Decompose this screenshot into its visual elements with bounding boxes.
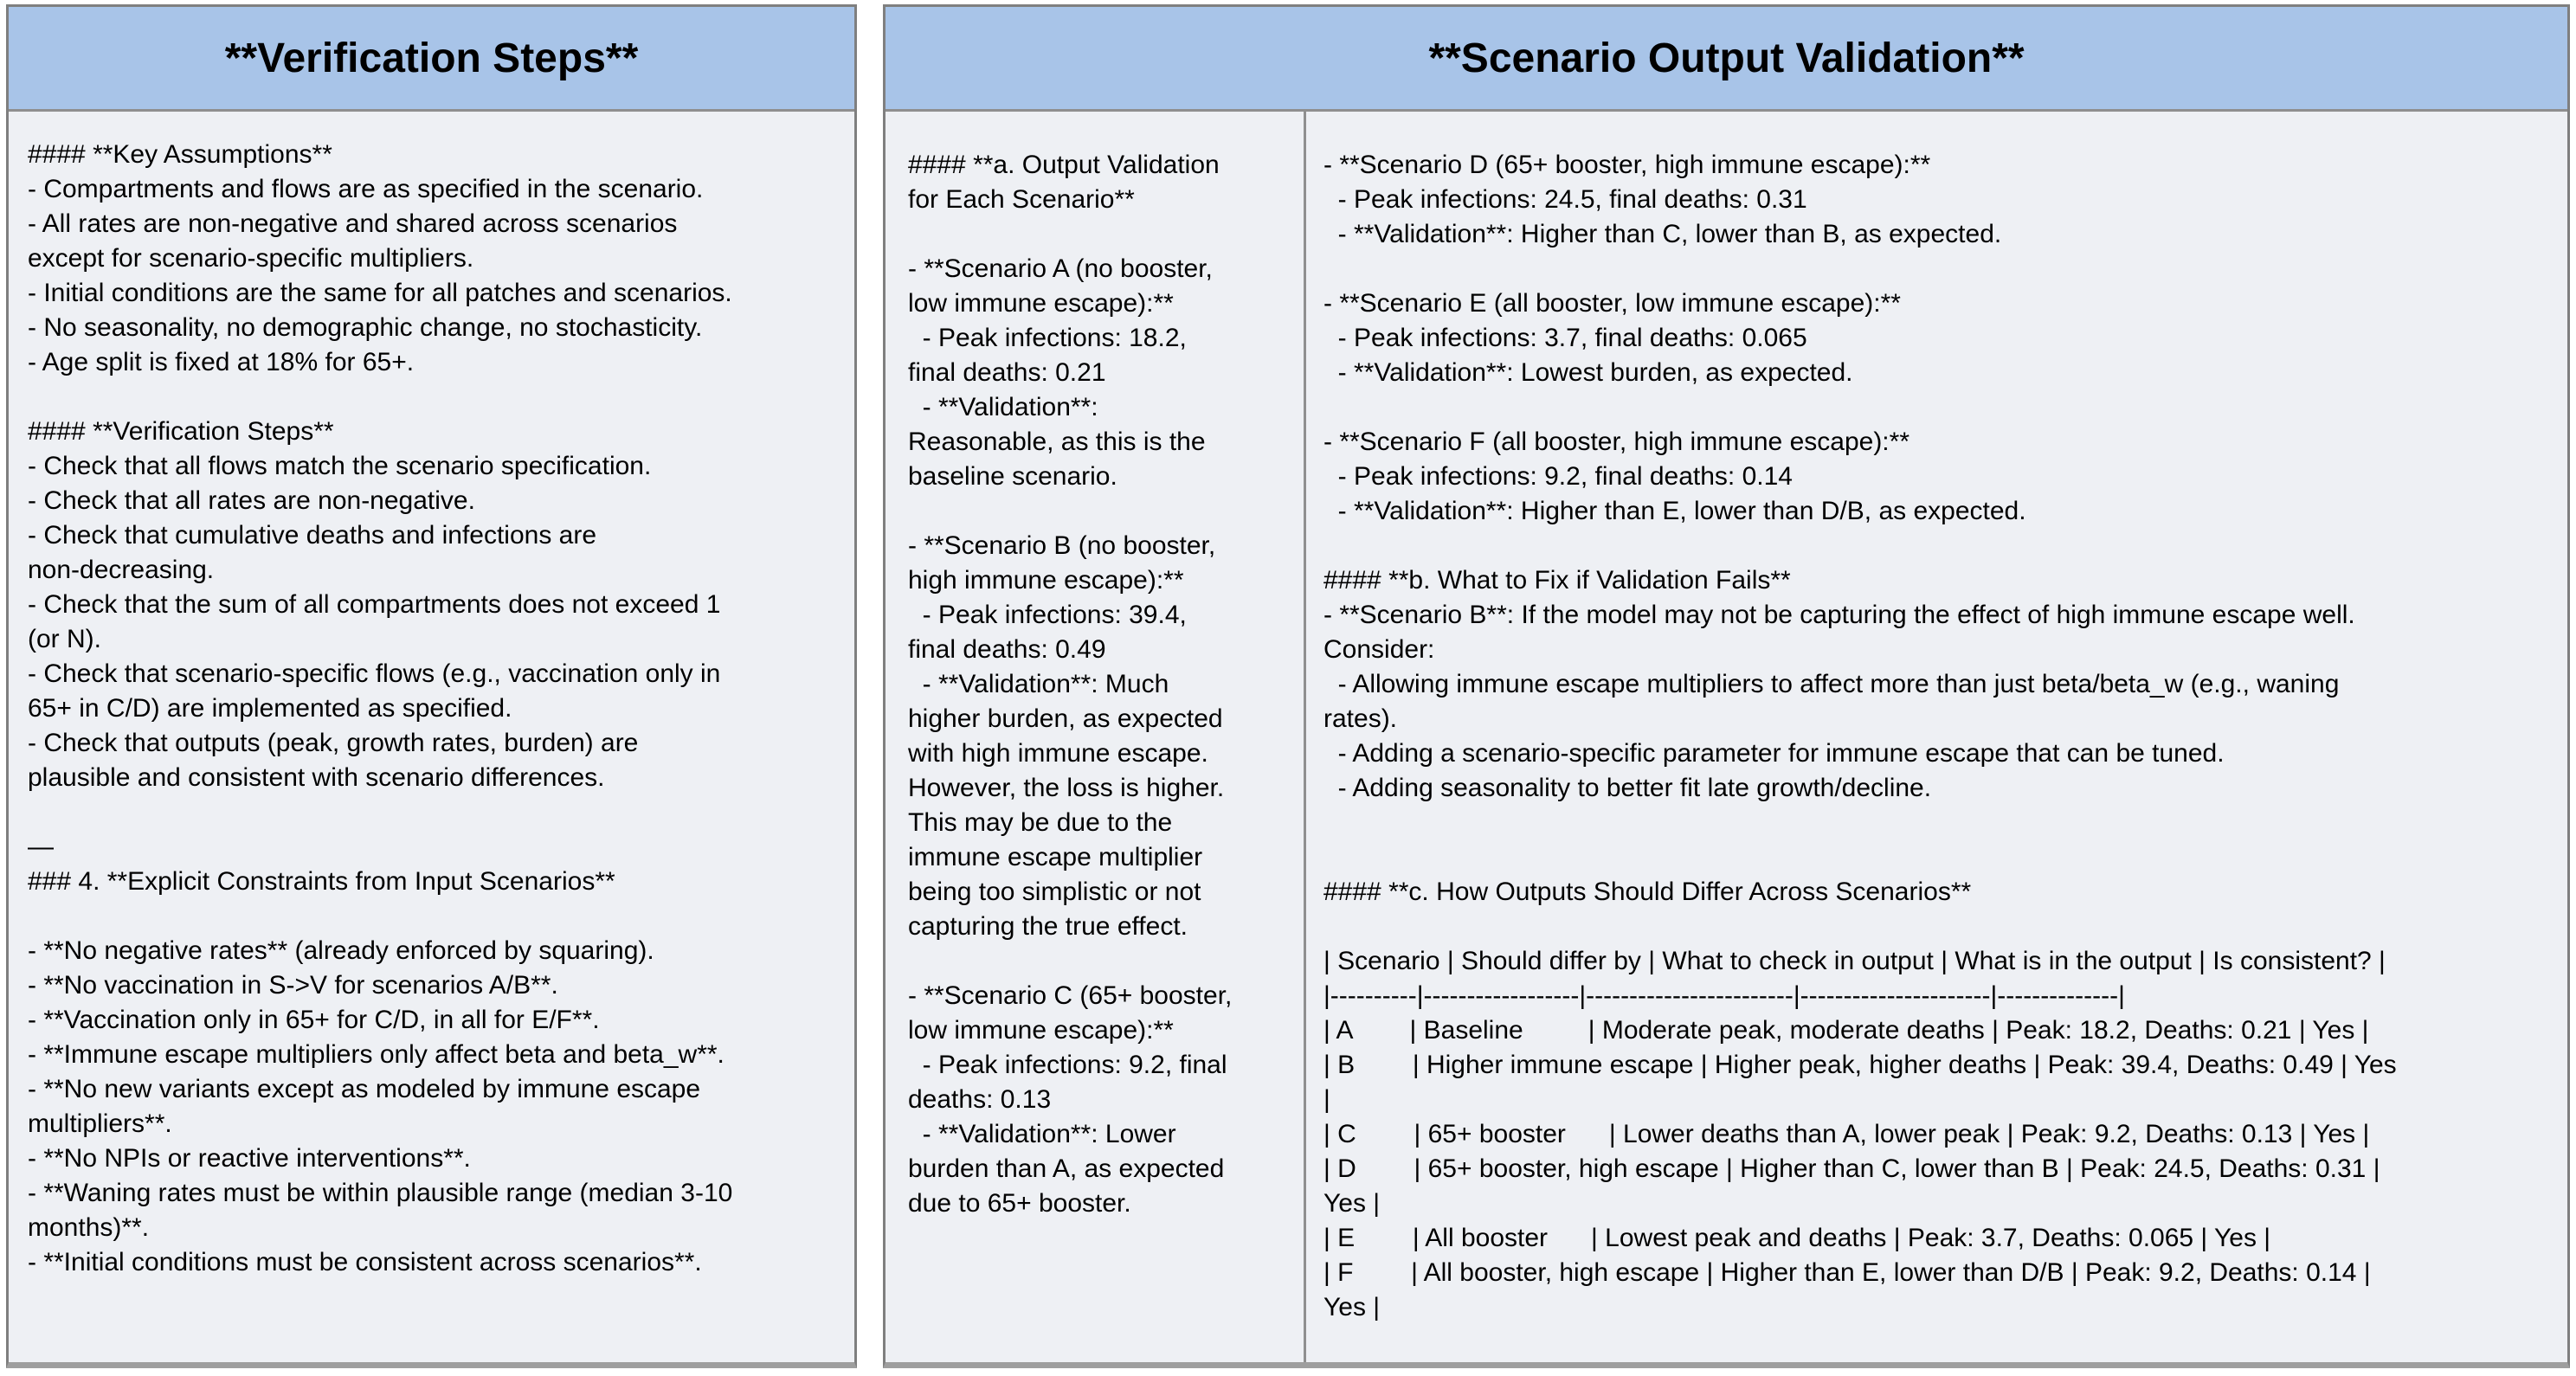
text-line: | E | All booster | Lowest peak and deaths | Peak: 3.7, Deaths: 0.065 | Yes | bbox=[1323, 1224, 2271, 1252]
text-line: | A | Baseline | Moderate peak, moderate deaths | Peak: 18.2, Deaths: 0.21 | Yes | bbox=[1323, 1016, 2369, 1045]
text-line: 65+ in C/D) are implemented as specified. bbox=[28, 694, 512, 723]
text-line: non-decreasing. bbox=[28, 556, 215, 584]
text-line: - Peak infections: 24.5, final deaths: 0.31 bbox=[1323, 185, 1807, 214]
output-validation-column bbox=[886, 112, 1306, 1362]
verification-steps-panel bbox=[6, 4, 857, 1368]
text-line: Yes | bbox=[1323, 1189, 1381, 1218]
text-line: #### **b. What to Fix if Validation Fails** bbox=[1323, 566, 1791, 595]
text-line: final deaths: 0.21 bbox=[908, 358, 1106, 387]
text-line: - Peak infections: 39.4, bbox=[908, 601, 1187, 629]
text-line: - **Immune escape multipliers only affect beta and beta_w**. bbox=[28, 1040, 724, 1069]
text-line: - **Validation**: Lowest burden, as expected. bbox=[1323, 358, 1853, 387]
text-line: capturing the true effect. bbox=[908, 912, 1188, 941]
text-line: Consider: bbox=[1323, 635, 1435, 664]
text-line: high immune escape):** bbox=[908, 566, 1184, 595]
text-line: This may be due to the bbox=[908, 808, 1173, 837]
text-line bbox=[1323, 840, 2559, 875]
text-line: for Each Scenario** bbox=[908, 185, 1135, 214]
text-line: - **No new variants except as modeled by immune escape bbox=[28, 1075, 701, 1103]
text-line: - Age split is fixed at 18% for 65+. bbox=[28, 348, 415, 376]
text-line: - No seasonality, no demographic change, no stochasticity. bbox=[28, 313, 703, 342]
text-line bbox=[28, 380, 840, 415]
text-line bbox=[1323, 529, 2559, 563]
text-line: - Peak infections: 9.2, final deaths: 0.14 bbox=[1323, 462, 1793, 491]
text-line: except for scenario-specific multipliers. bbox=[28, 244, 474, 273]
text-line: | B | Higher immune escape | Higher peak, higher deaths | Peak: 39.4, Deaths: 0.49 | Yes bbox=[1323, 1051, 2397, 1079]
text-line: - Allowing immune escape multipliers to affect more than just beta/beta_w (e.g., waning bbox=[1323, 670, 2340, 698]
text-line: being too simplistic or not bbox=[908, 878, 1201, 906]
text-line: - **Validation**: Much bbox=[908, 670, 1169, 698]
text-line: - Compartments and flows are as specified in the scenario. bbox=[28, 175, 704, 203]
text-line: #### **Key Assumptions** bbox=[28, 140, 332, 169]
text-line bbox=[1323, 390, 2559, 425]
text-line bbox=[1323, 806, 2559, 840]
text-line: - Adding a scenario-specific parameter for immune escape that can be tuned. bbox=[1323, 739, 2225, 768]
text-line bbox=[908, 494, 1293, 529]
text-line: |----------|------------------|------------------------|----------------------|--------------| bbox=[1323, 981, 2125, 1010]
text-line bbox=[908, 217, 1293, 252]
text-line: - Peak infections: 9.2, final bbox=[908, 1051, 1227, 1079]
text-line: with high immune escape. bbox=[908, 739, 1208, 768]
text-line: - Check that outputs (peak, growth rates, burden) are bbox=[28, 729, 639, 757]
text-line bbox=[28, 795, 840, 830]
text-line: | bbox=[1323, 1085, 1330, 1114]
text-line: - **Validation**: Higher than C, lower than B, as expected. bbox=[1323, 220, 2002, 248]
verification-steps-header bbox=[9, 7, 854, 112]
text-line: - **No NPIs or reactive interventions**. bbox=[28, 1144, 471, 1173]
text-line: — bbox=[28, 833, 54, 861]
text-line: - **Vaccination only in 65+ for C/D, in all for E/F**. bbox=[28, 1006, 600, 1034]
verification-steps-body bbox=[9, 112, 854, 1280]
text-line: immune escape multiplier bbox=[908, 843, 1203, 871]
text-line: - Check that cumulative deaths and infections are bbox=[28, 521, 597, 550]
text-line: - **Scenario B (no booster, bbox=[908, 531, 1216, 560]
scenario-output-validation-body bbox=[886, 112, 2567, 1362]
text-line: - **Validation**: Lower bbox=[908, 1120, 1176, 1148]
text-line: - **Scenario D (65+ booster, high immune escape):** bbox=[1323, 151, 1931, 179]
text-line: rates). bbox=[1323, 704, 1398, 733]
text-line bbox=[28, 899, 840, 934]
text-line: multipliers**. bbox=[28, 1109, 172, 1138]
text-line: - Check that the sum of all compartments does not exceed 1 bbox=[28, 590, 721, 619]
text-line: | D | 65+ booster, high escape | Higher than C, lower than B | Peak: 24.5, Deaths: 0.31 | bbox=[1323, 1154, 2380, 1183]
text-line: (or N). bbox=[28, 625, 101, 653]
validation-details-column bbox=[1306, 112, 2567, 1362]
text-line: low immune escape):** bbox=[908, 1016, 1174, 1045]
text-line: - **Initial conditions must be consistent across scenarios**. bbox=[28, 1248, 702, 1276]
text-line: - **No negative rates** (already enforced by squaring). bbox=[28, 936, 654, 965]
text-line: - All rates are non-negative and shared across scenarios bbox=[28, 209, 678, 238]
text-line: plausible and consistent with scenario differences. bbox=[28, 763, 605, 792]
scenario-output-validation-title: **Scenario Output Validation** bbox=[1428, 35, 2025, 81]
text-line: - **Validation**: Higher than E, lower than D/B, as expected. bbox=[1323, 497, 2026, 525]
text-line: Reasonable, as this is the bbox=[908, 428, 1206, 456]
text-line: #### **Verification Steps** bbox=[28, 417, 334, 446]
text-line: final deaths: 0.49 bbox=[908, 635, 1106, 664]
text-line: #### **a. Output Validation bbox=[908, 151, 1220, 179]
text-line: burden than A, as expected bbox=[908, 1154, 1225, 1183]
text-line: - Check that all rates are non-negative. bbox=[28, 486, 475, 515]
text-line: - **Scenario E (all booster, low immune escape):** bbox=[1323, 289, 1901, 318]
text-line: - **No vaccination in S->V for scenarios A/B**. bbox=[28, 971, 558, 1000]
text-line: - **Scenario C (65+ booster, bbox=[908, 981, 1233, 1010]
text-line: Yes | bbox=[1323, 1293, 1381, 1321]
text-line: - **Scenario A (no booster, bbox=[908, 254, 1213, 283]
text-line: higher burden, as expected bbox=[908, 704, 1223, 733]
text-line bbox=[1323, 252, 2559, 286]
text-line: deaths: 0.13 bbox=[908, 1085, 1052, 1114]
text-line: #### **c. How Outputs Should Differ Across Scenarios** bbox=[1323, 878, 1972, 906]
text-line: - **Scenario B**: If the model may not be capturing the effect of high immune escape well. bbox=[1323, 601, 2355, 629]
scenario-output-validation-panel bbox=[883, 4, 2570, 1368]
text-line: - **Validation**: bbox=[908, 393, 1098, 421]
text-line: - Initial conditions are the same for all patches and scenarios. bbox=[28, 279, 732, 307]
text-line: | Scenario | Should differ by | What to check in output | What is in the output | Is consistent? | bbox=[1323, 947, 2386, 975]
verification-steps-title: **Verification Steps** bbox=[224, 35, 639, 81]
text-line: baseline scenario. bbox=[908, 462, 1117, 491]
text-line: - **Waning rates must be within plausible range (median 3-10 bbox=[28, 1179, 733, 1207]
text-line: - **Scenario F (all booster, high immune escape):** bbox=[1323, 428, 1909, 456]
text-line bbox=[1323, 910, 2559, 944]
text-line: | C | 65+ booster | Lower deaths than A, lower peak | Peak: 9.2, Deaths: 0.13 | Yes | bbox=[1323, 1120, 2370, 1148]
text-line: ### 4. **Explicit Constraints from Input Scenarios** bbox=[28, 867, 615, 896]
text-line: low immune escape):** bbox=[908, 289, 1174, 318]
text-line: - Check that all flows match the scenario specification. bbox=[28, 452, 652, 480]
text-line: months)**. bbox=[28, 1213, 150, 1242]
text-line: However, the loss is higher. bbox=[908, 774, 1225, 802]
text-line: | F | All booster, high escape | Higher than E, lower than D/B | Peak: 9.2, Deaths: 0.14 | bbox=[1323, 1258, 2371, 1287]
text-line: due to 65+ booster. bbox=[908, 1189, 1131, 1218]
text-line bbox=[908, 944, 1293, 979]
text-line: - Peak infections: 18.2, bbox=[908, 324, 1187, 352]
text-line: - Peak infections: 3.7, final deaths: 0.065 bbox=[1323, 324, 1807, 352]
text-line: - Adding seasonality to better fit late growth/decline. bbox=[1323, 774, 1932, 802]
text-line: - Check that scenario-specific flows (e.g., vaccination only in bbox=[28, 659, 721, 688]
scenario-output-validation-header bbox=[886, 7, 2567, 112]
